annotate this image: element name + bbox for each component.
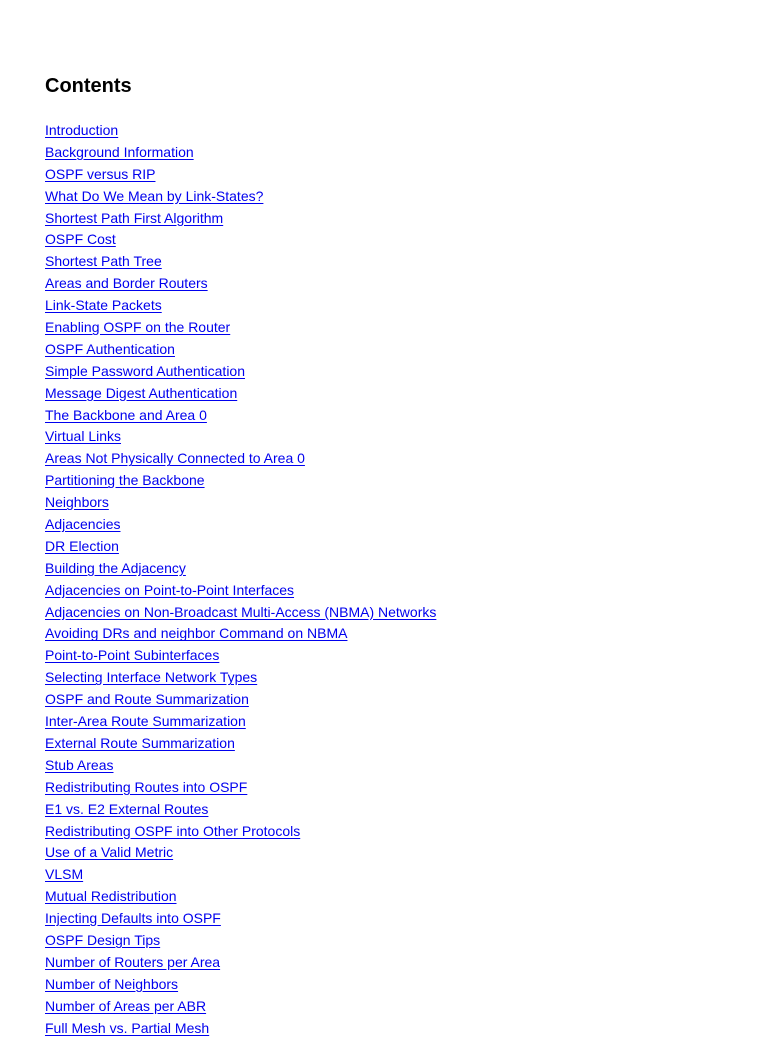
toc-entry bbox=[45, 208, 436, 230]
toc-link[interactable]: Message Digest Authentication bbox=[45, 384, 238, 401]
toc-entry bbox=[45, 908, 436, 930]
toc-link[interactable]: Areas and Border Routers bbox=[45, 275, 208, 292]
toc-link[interactable]: Simple Password Authentication bbox=[45, 362, 245, 379]
toc-entry bbox=[45, 689, 436, 711]
toc-link[interactable]: Partitioning the Backbone bbox=[45, 472, 205, 489]
toc-link[interactable]: OSPF versus RIP bbox=[45, 165, 156, 182]
toc-link[interactable]: The Backbone and Area 0 bbox=[45, 406, 207, 423]
toc-link[interactable]: Full Mesh vs. Partial Mesh bbox=[45, 1019, 210, 1036]
toc-entry bbox=[45, 821, 436, 843]
toc-entry bbox=[45, 952, 436, 974]
toc-entry bbox=[45, 514, 436, 536]
toc-link[interactable]: Stub Areas bbox=[45, 756, 114, 773]
toc-entry bbox=[45, 273, 436, 295]
toc-link[interactable]: Number of Areas per ABR bbox=[45, 997, 207, 1014]
toc-entry bbox=[45, 777, 436, 799]
toc-link[interactable]: Selecting Interface Network Types bbox=[45, 669, 258, 686]
toc-entry bbox=[45, 755, 436, 777]
toc-entry bbox=[45, 711, 436, 733]
contents-heading: Contents bbox=[45, 75, 132, 97]
toc-entry bbox=[45, 251, 436, 273]
toc-entry bbox=[45, 492, 436, 514]
toc-link[interactable]: Enabling OSPF on the Router bbox=[45, 319, 231, 336]
toc-entry bbox=[45, 448, 436, 470]
toc-entry bbox=[45, 295, 436, 317]
toc-entry bbox=[45, 142, 436, 164]
toc-entry bbox=[45, 930, 436, 952]
toc-entry bbox=[45, 623, 436, 645]
toc-entry bbox=[45, 164, 436, 186]
toc-link[interactable]: Number of Neighbors bbox=[45, 975, 179, 992]
toc-entry bbox=[45, 974, 436, 996]
toc-link[interactable]: Introduction bbox=[45, 122, 119, 138]
toc-link[interactable]: OSPF and Route Summarization bbox=[45, 691, 249, 708]
toc-entry bbox=[45, 339, 436, 361]
toc-entry bbox=[45, 120, 436, 142]
toc-entry bbox=[45, 602, 436, 624]
toc-link[interactable]: DR Election bbox=[45, 537, 119, 554]
toc-link[interactable]: Point-to-Point Subinterfaces bbox=[45, 647, 220, 664]
toc-entry bbox=[45, 186, 436, 208]
toc-link[interactable]: Background Information bbox=[45, 143, 194, 160]
toc-link[interactable]: Inter-Area Route Summarization bbox=[45, 713, 246, 730]
toc-link[interactable]: Avoiding DRs and neighbor Command on NBMA bbox=[45, 625, 348, 642]
toc-entry bbox=[45, 886, 436, 908]
toc-entry bbox=[45, 799, 436, 821]
toc-link[interactable]: OSPF Design Tips bbox=[45, 931, 161, 948]
toc-entry bbox=[45, 470, 436, 492]
toc-entry bbox=[45, 864, 436, 886]
toc-link[interactable]: External Route Summarization bbox=[45, 734, 235, 751]
toc-link[interactable]: Adjacencies on Non-Broadcast Multi-Access (NBMA) Networks bbox=[45, 603, 437, 620]
toc-entry bbox=[45, 383, 436, 405]
toc-link[interactable]: Neighbors bbox=[45, 494, 109, 511]
toc-link[interactable]: Shortest Path First Algorithm bbox=[45, 209, 224, 226]
toc-entry bbox=[45, 667, 436, 689]
toc-link[interactable]: Injecting Defaults into OSPF bbox=[45, 910, 221, 927]
toc-link[interactable]: Adjacencies bbox=[45, 516, 121, 533]
toc-entry bbox=[45, 558, 436, 580]
toc-link[interactable]: Redistributing Routes into OSPF bbox=[45, 778, 248, 795]
toc-entry bbox=[45, 842, 436, 864]
toc-link[interactable]: Number of Routers per Area bbox=[45, 953, 221, 970]
toc-link[interactable]: Virtual Links bbox=[45, 428, 122, 445]
toc-link[interactable]: Areas Not Physically Connected to Area 0 bbox=[45, 450, 305, 467]
toc-link[interactable]: What Do We Mean by Link-States? bbox=[45, 187, 264, 204]
toc-link[interactable]: Link-State Packets bbox=[45, 297, 162, 314]
toc-entry bbox=[45, 580, 436, 602]
toc-link[interactable]: Mutual Redistribution bbox=[45, 888, 177, 905]
toc-entry bbox=[45, 996, 436, 1018]
toc-entry bbox=[45, 733, 436, 755]
toc-link[interactable]: Adjacencies on Point-to-Point Interfaces bbox=[45, 581, 295, 598]
toc-entry bbox=[45, 317, 436, 339]
toc-entry bbox=[45, 405, 436, 427]
toc-entry bbox=[45, 645, 436, 667]
toc-entry bbox=[45, 229, 436, 251]
toc-link[interactable]: Use of a Valid Metric bbox=[45, 844, 174, 861]
toc-link[interactable]: VLSM bbox=[45, 866, 84, 883]
toc-entry bbox=[45, 536, 436, 558]
toc-link[interactable]: Building the Adjacency bbox=[45, 559, 186, 576]
toc-entry bbox=[45, 361, 436, 383]
table-of-contents bbox=[45, 120, 436, 1039]
toc-link[interactable]: Redistributing OSPF into Other Protocols bbox=[45, 822, 301, 839]
toc-link[interactable]: OSPF Authentication bbox=[45, 340, 175, 357]
toc-link[interactable]: E1 vs. E2 External Routes bbox=[45, 800, 209, 817]
toc-entry bbox=[45, 1018, 436, 1039]
toc-link[interactable]: Shortest Path Tree bbox=[45, 253, 162, 270]
toc-entry bbox=[45, 426, 436, 448]
toc-link[interactable]: OSPF Cost bbox=[45, 231, 116, 248]
